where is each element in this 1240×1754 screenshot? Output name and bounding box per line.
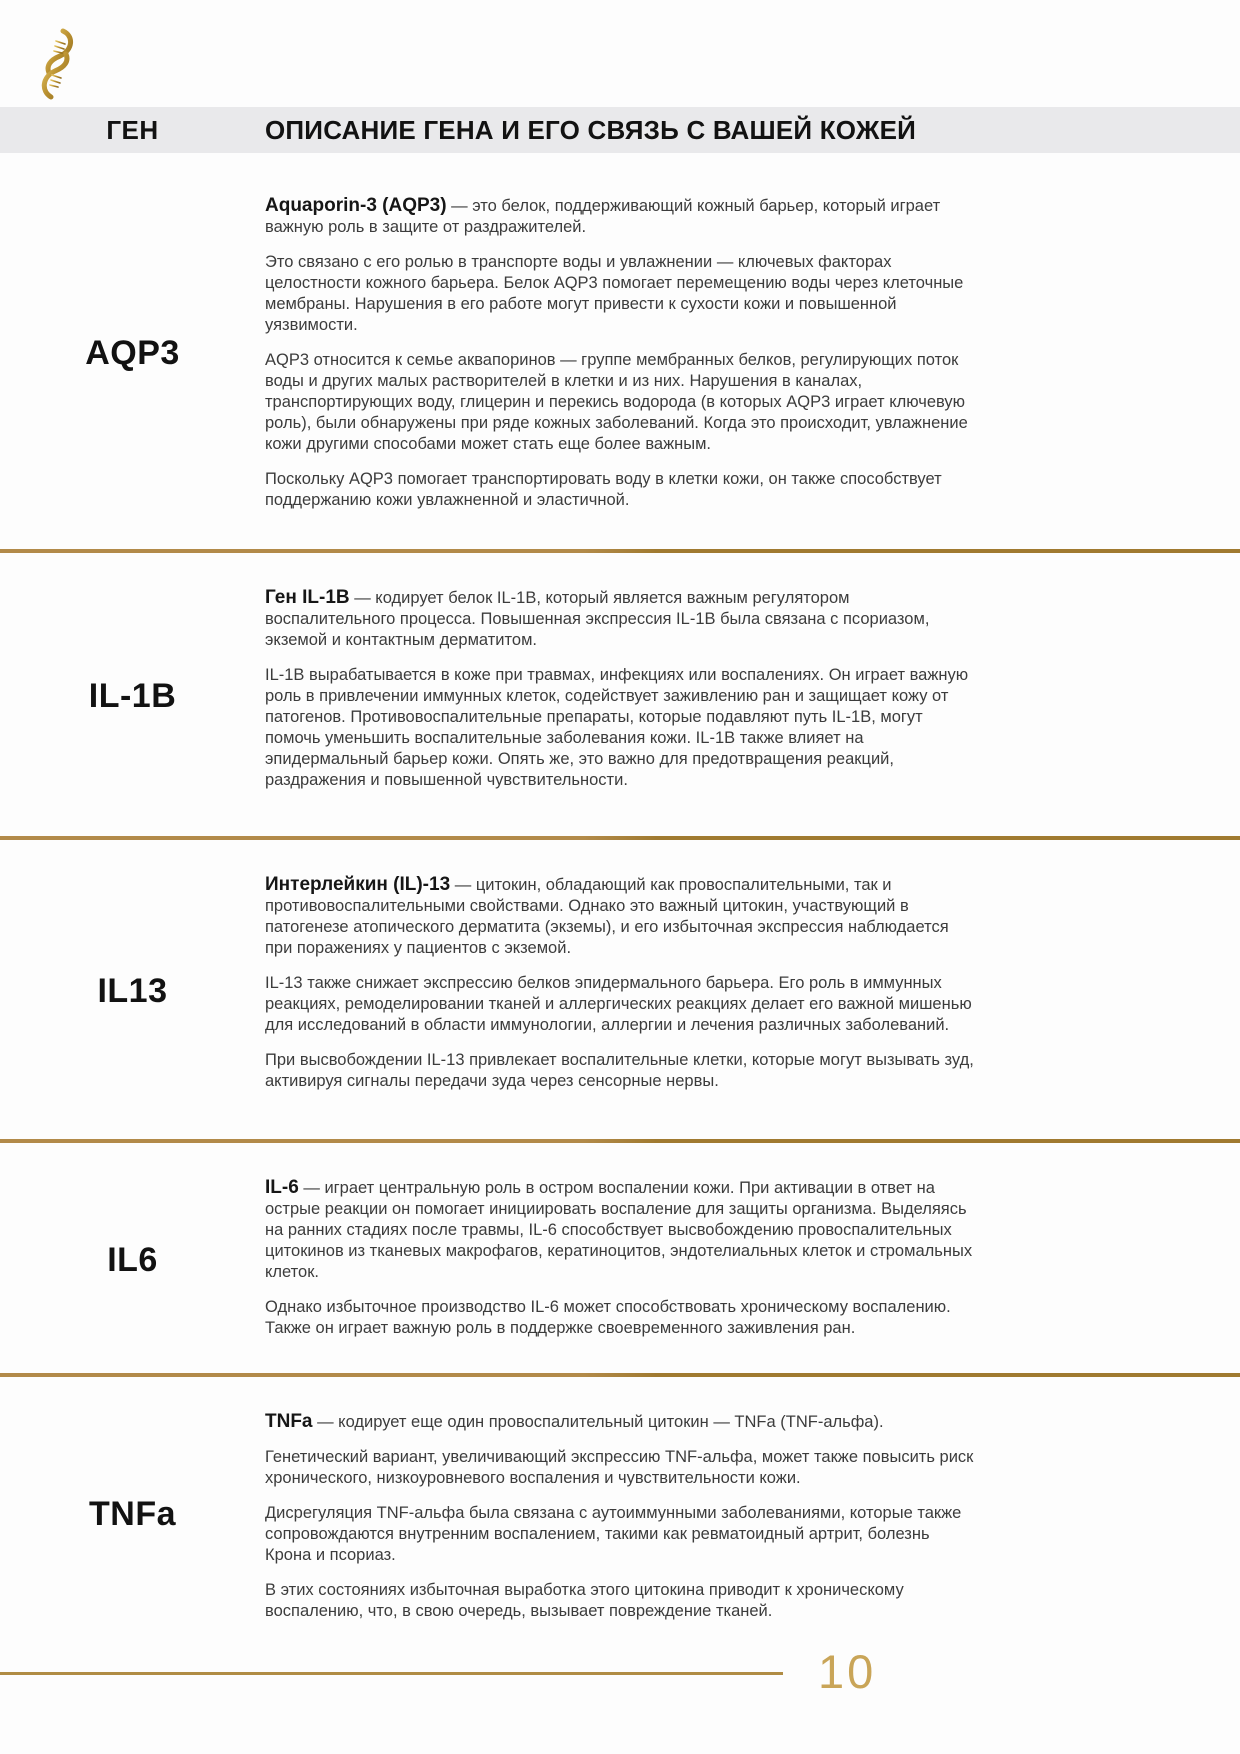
gene-row [0,1377,1240,1652]
description-paragraph: При высвобождении IL-13 привлекает воспалительные клетки, которые могут вызывать зуд, активируя сигналы передачи зуда через сенсорные нервы. [265,1051,974,1090]
gene-column [0,840,265,1143]
gene-column [0,153,265,553]
description-paragraph: IL-6 — играет центральную роль в остром воспалении кожи. При активации в ответ на острые реакции он помогает инициировать воспаление для защиты организма. Выделяясь на ранних стадиях после травмы, IL-6 способствует высвобождению провоспалительных цитокинов из тканевых макрофагов, кератиноцитов, эндотелиальных клеток и стромальных клеток. [265,1177,973,1281]
gene-column [0,1377,265,1652]
gene-row [0,840,1240,1143]
description-paragraph: AQP3 относится к семье аквапоринов — группе мембранных белков, регулирующих поток воды и других малых растворителей в клетки и из них. Нарушения в каналах, транспортирующих воду, глицерин и перекись водорода (в которых AQP3 играет ключевую роль), были обнаружены при ряде кожных заболеваний. Когда это происходит, увлажнение кожи другими способами может стать еще более важным. [265,351,968,453]
gene-row [0,153,1240,553]
gene-description [265,553,977,840]
description-paragraph: Интерлейкин (IL)-13 — цитокин, обладающий как провоспалительными, так и противовоспалительными свойствами. Однако это важный цитокин, участвующий в патогенезе атопического дерматита (экземы), и его избыточная экспрессия наблюдается при поражениях у пациентов с экземой. [265,874,949,957]
description-paragraph: IL-1B вырабатывается в коже при травмах, инфекциях или воспалениях. Он играет важную роль в привлечении иммунных клеток, содействует заживлению ран и защищает кожу от патогенов. Противовоспалительные препараты, которые подавляют путь IL-1B, могут помочь уменьшить воспалительные заболевания кожи. IL-1B также влияет на эпидермальный барьер кожи. Опять же, это важно для предотвращения реакций, раздражения и повышенной чувствительности. [265,666,969,789]
gene-row [0,553,1240,840]
gene-description [265,840,977,1143]
description-paragraph: Генетический вариант, увеличивающий экспрессию TNF-альфа, может также повысить риск хронического, низкоуровневого воспаления и чувствительности кожи. [265,1448,974,1487]
gene-lead-term: Ген IL-1B [265,587,350,608]
description-paragraph: Однако избыточное производство IL-6 может способствовать хроническому воспалению. Также он играет важную роль в поддержке своевременного заживления ран. [265,1298,951,1337]
description-paragraph: Ген IL-1B — кодирует белок IL-1B, который является важным регулятором воспалительного процесса. Повышенная экспрессия IL-1B была связана с псориазом, экземой и контактным дерматитом. [265,587,930,649]
gene-description [265,153,977,553]
gene-column-header: ГЕН [106,114,159,145]
description-paragraph: TNFa — кодирует еще один провоспалительный цитокин — TNFa (TNF-альфа). [265,1411,884,1432]
gene-name: IL13 [97,972,168,1010]
page-number: 10 [818,1645,877,1698]
description-paragraph: В этих состояниях избыточная выработка этого цитокина приводит к хроническому воспалению, что, в свою очередь, вызывает повреждение тканей. [265,1581,904,1620]
description-paragraph: IL-13 также снижает экспрессию белков эпидермального барьера. Его роль в иммунных реакциях, ремоделировании тканей и аллергических реакциях делает его важной мишенью для исследований в области иммунологии, аллергии и лечения различных заболеваний. [265,974,972,1034]
description-column-header: ОПИСАНИЕ ГЕНА И ЕГО СВЯЗЬ С ВАШЕЙ КОЖЕЙ [265,114,916,145]
dna-helix-icon [36,28,80,100]
gene-column [0,1143,265,1377]
footer-rule [0,1672,783,1675]
gene-lead-term: Aquaporin-3 (AQP3) [265,195,447,216]
gene-lead-term: IL-6 [265,1177,299,1198]
gene-row [0,1143,1240,1377]
gene-name: IL6 [107,1240,158,1279]
table-header [0,107,1240,153]
description-paragraph: Дисрегуляция TNF-альфа была связана с аутоиммунными заболеваниями, которые также сопровождаются внутренним воспалением, такими как ревматоидный артрит, болезнь Крона и псориаз. [265,1504,962,1564]
gene-name: IL-1B [88,677,177,715]
gene-description [265,1377,977,1652]
gene-name: AQP3 [85,333,180,372]
gene-lead-term: Интерлейкин (IL)-13 [265,874,451,895]
description-paragraph: Aquaporin-3 (AQP3) — это белок, поддерживающий кожный барьер, который играет важную роль в защите от раздражителей. [265,195,941,236]
gene-column [0,553,265,840]
gene-description [265,1143,977,1377]
page-footer [0,1638,1240,1708]
description-paragraph: Это связано с его ролью в транспорте воды и увлажнении — ключевых факторах целостности кожного барьера. Белок AQP3 помогает перемещению воды через клеточные мембраны. Нарушения в его работе могут привести к сухости кожи и повышенной уязвимости. [265,253,964,334]
description-paragraph: Поскольку AQP3 помогает транспортировать воду в клетки кожи, он также способствует поддержанию кожи увлажненной и эластичной. [265,470,942,509]
gene-table-body [0,153,1240,1652]
gene-lead-term: TNFa [265,1411,313,1432]
gene-name: TNFa [89,1495,176,1533]
